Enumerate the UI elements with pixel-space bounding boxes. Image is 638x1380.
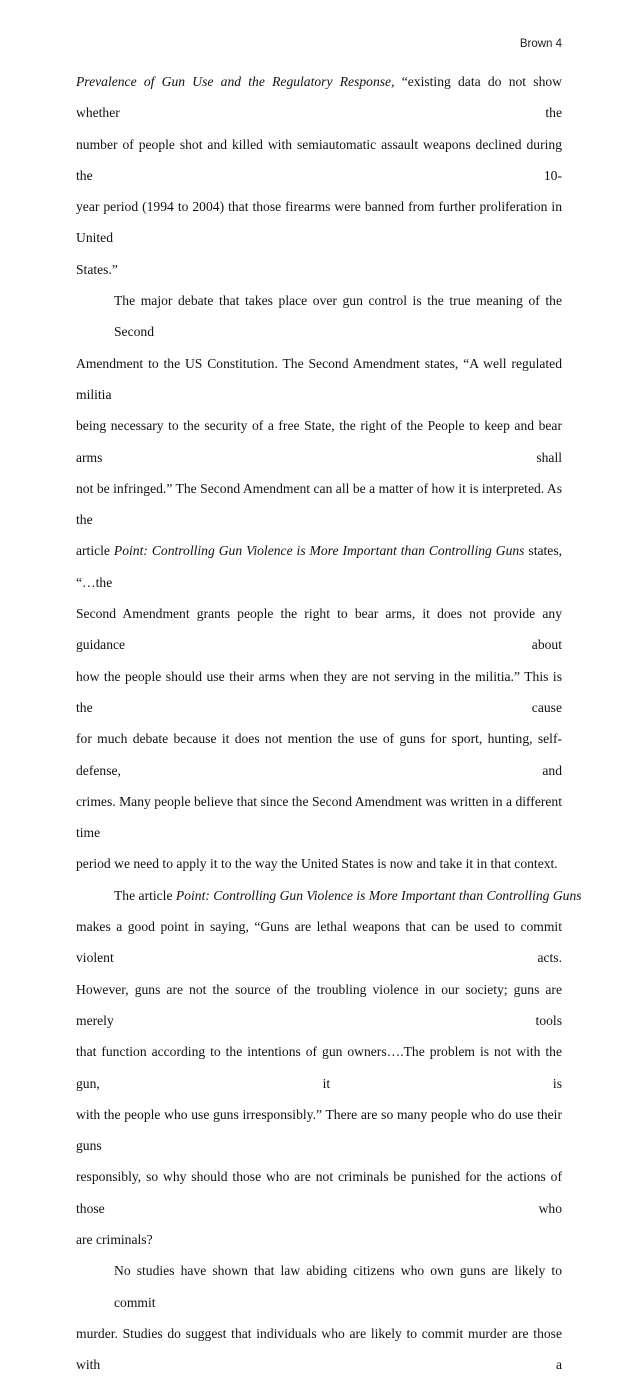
text-line: Second Amendment grants people the right to bear arms, it does not provide any guidance about — [76, 606, 562, 653]
text-line: murder. Studies do suggest that individuals who are likely to commit murder are those with a — [76, 1325, 562, 1373]
text-line: crimes. Many people believe that since the Second Amendment was written in a different time — [76, 793, 562, 841]
text-run: article — [76, 543, 114, 559]
text-line: The major debate that takes place over gun control is the true meaning of the Second — [114, 293, 562, 340]
text-line: However, guns are not the source of the troubling violence in our society; guns are merely tools — [76, 981, 562, 1028]
text-line: with the people who use guns irresponsibly.” There are so many people who do use their guns — [76, 1106, 562, 1154]
document-body — [76, 66, 582, 1380]
source-title: Point: Controlling Gun Violence is More Important than Controlling Guns — [175, 887, 582, 903]
text-run: states, “…the — [76, 543, 563, 590]
paragraph-3 — [76, 880, 582, 1256]
text-run: “existing data do not show whether the — [76, 74, 562, 121]
text-line: how the people should use their arms when they are not serving in the militia.” This is the cause — [76, 668, 562, 715]
text-line: are criminals? — [76, 1231, 153, 1247]
text-line — [76, 535, 562, 598]
text-line: period we need to apply it to the way the United States is now and take it in that context. — [76, 856, 558, 872]
source-title: Prevalence of Gun Use and the Regulatory Response, — [76, 74, 395, 89]
text-run: The article — [114, 887, 176, 903]
text-line: for much debate because it does not mention the use of guns for sport, hunting, self-defense, and — [76, 731, 562, 778]
text-line: that function according to the intentions of gun owners….The problem is not with the gun, it is — [76, 1044, 562, 1091]
text-line: responsibly, so why should those who are not criminals be punished for the actions of those who — [76, 1169, 562, 1216]
source-title: Point: Controlling Gun Violence is More Important than Controlling Guns — [113, 543, 525, 559]
text-line: makes a good point in saying, “Guns are lethal weapons that can be used to commit violent acts. — [76, 919, 562, 966]
text-line — [76, 880, 582, 911]
text-line: year period (1994 to 2004) that those firearms were banned from further proliferation in United — [76, 199, 562, 246]
paragraph-2 — [76, 285, 562, 880]
text-line: number of people shot and killed with semiautomatic assault weapons declined during the 10- — [76, 136, 562, 183]
paragraph-4 — [76, 1255, 562, 1380]
text-line — [76, 66, 562, 129]
text-line: being necessary to the security of a free State, the right of the People to keep and bear arms shall — [76, 418, 562, 465]
running-head: Brown 4 — [519, 38, 562, 50]
paragraph-1 — [76, 66, 562, 285]
text-line: No studies have shown that law abiding citizens who own guns are likely to commit — [114, 1263, 562, 1310]
text-line: Amendment to the US Constitution. The Second Amendment states, “A well regulated militia — [76, 355, 562, 402]
text-line: States.” — [76, 261, 118, 277]
text-line: not be infringed.” The Second Amendment can all be a matter of how it is interpreted. As the — [76, 480, 562, 528]
